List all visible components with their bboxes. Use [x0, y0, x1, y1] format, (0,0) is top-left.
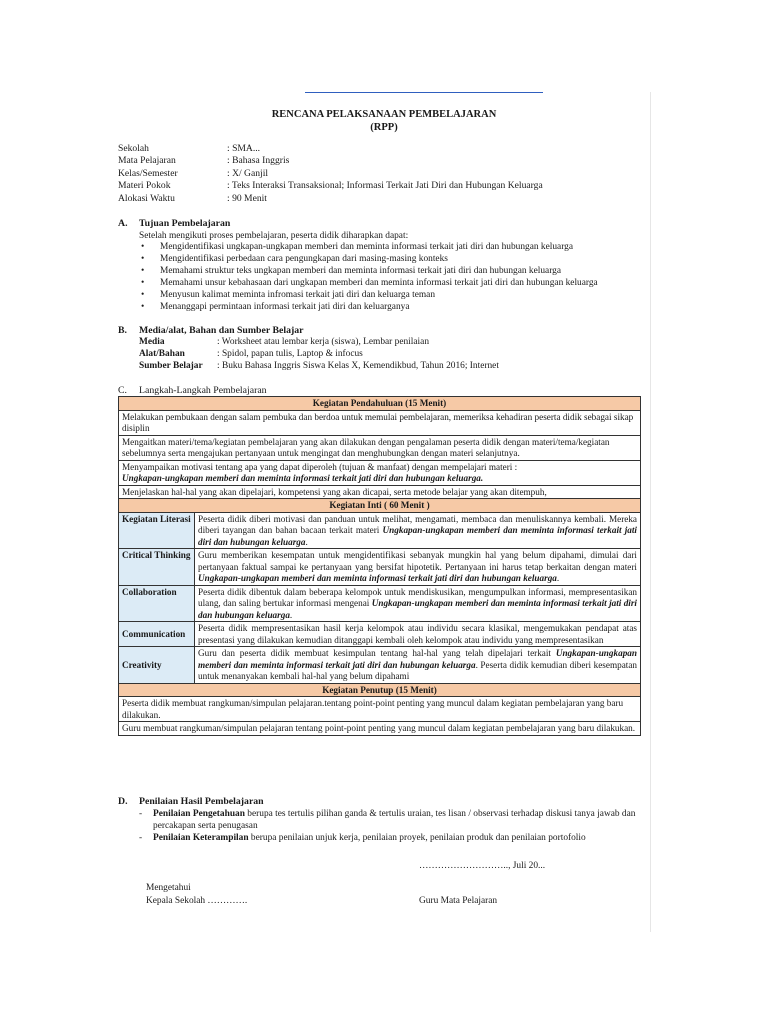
identity-row: Materi Pokok : Teks Interaksi Transaksional; Informasi Terkait Jati Diri dan Hubungan Keluarga [118, 180, 543, 192]
identity-row: Alokasi Waktu : 90 Menit [118, 192, 267, 204]
list-item: • Mengidentifikasi ungkapan-ungkapan memberi dan meminta informasi terkait jati diri dan hubungan keluarga [139, 241, 598, 253]
media-list [139, 336, 499, 372]
table-row [119, 549, 641, 586]
signature-guru: Guru Mata Pelajaran [419, 896, 498, 906]
pendahuluan-header: Kegiatan Pendahuluan (15 Menit) [119, 397, 641, 411]
list-item: - Penilaian Keterampilan berupa penilaian unjuk kerja, penilaian proyek, penilaian produk dan penilaian portofolio [139, 832, 639, 844]
activity-text: Peserta didik mempresentasikan hasil kerja kelompok atau individu secara klasikal, mengemukakan pendapat atas presentasi yang dilakukan kemudian ditanggapi kembali oleh kelompok atau individu yang mempresentasikan [195, 622, 641, 647]
table-row: Mengaitkan materi/tema/kegiatan pembelajaran yang akan dilakukan dengan pengalaman peserta didik dengan materi/tema/kegiatan sebelumnya serta mengajukan pertanyaan untuk mengingat dan menghubungkan dengan materi selanjutnya. [119, 435, 641, 460]
table-row [119, 647, 641, 684]
activity-label: Kegiatan Literasi [119, 512, 195, 549]
signature-date: ……………………….., Juli 20... [419, 861, 546, 871]
activity-text: Peserta didik diberi motivasi dan panduan untuk melihat, mengamati, membaca dan menuliskannya kembali. Mereka diberi tayangan dan bahan bacaan terkait materi Ungkapan-ungkapan memberi dan meminta informasi terkait jati diri dan hubungan keluarga. [195, 512, 641, 549]
section-a-intro: Setelah mengikuti proses pembelajaran, peserta didik diharapkan dapat: [139, 231, 409, 241]
identity-row: Sekolah : SMA... [118, 143, 261, 154]
activity-text: Peserta didik dibentuk dalam beberapa kelompok untuk mendiskusikan, mengumpulkan informasi, mempresentasikan ulang, dan saling bertukar informasi mengenai Ungkapan-ungkapan memberi dan meminta informasi terkait jati diri dan hubungan keluarga. [195, 585, 641, 622]
table-row [119, 512, 641, 549]
activity-text: Guru dan peserta didik membuat kesimpulan tentang hal-hal yang telah dipelajari terkait Ungkapan-ungkapan memberi dan meminta informasi terkait jati diri dan hubungan keluarga. Peserta didik kemudian diberi kesempatan untuk menanyakan kembali hal-hal yang belum dipahami [195, 647, 641, 684]
activity-text: Guru memberikan kesempatan untuk mengidentifikasi sebanyak mungkin hal yang belum dipahami, dimulai dari pertanyaan faktual sampai ke pertanyaan yang bersifat hipotetik. Pertanyaan ini harus tetap berkaitan dengan materi Ungkapan-ungkapan memberi dan meminta informasi terkait jati diri dan hubungan keluarga. [195, 549, 641, 586]
inti-header: Kegiatan Inti ( 60 Menit ) [119, 499, 641, 513]
activity-label: Creativity [119, 647, 195, 684]
penutup-header: Kegiatan Penutup (15 Menit) [119, 683, 641, 697]
learning-steps-table [118, 396, 641, 736]
list-item: • Menanggapi permintaan informasi terkait jati diri dan keluarganya [139, 301, 598, 313]
table-row: Melakukan pembukaan dengan salam pembuka dan berdoa untuk memulai pembelajaran, memeriksa kehadiran peserta didik sebagai sikap disiplin [119, 410, 641, 435]
list-item: • Memahami struktur teks ungkapan memberi dan meminta informasi terkait jati diri dan hubungan keluarga [139, 265, 598, 277]
page-edge [650, 92, 651, 932]
section-b-heading: B. Media/alat, Bahan dan Sumber Belajar [118, 325, 304, 336]
activity-label: Communication [119, 622, 195, 647]
objectives-list [139, 241, 598, 313]
top-rule [305, 92, 543, 93]
table-row [119, 585, 641, 622]
section-a-heading: A. Tujuan Pembelajaran [118, 218, 231, 229]
list-item: • Mengidentifikasi perbedaan cara pengungkapan dari masing-masing konteks [139, 253, 598, 265]
media-row: Sumber Belajar : Buku Bahasa Inggris Siswa Kelas X, Kemendikbud, Tahun 2016; Internet [139, 361, 499, 371]
media-row: Alat/Bahan : Spidol, papan tulis, Laptop & infocus [139, 349, 363, 359]
list-item: • Menyusun kalimat meminta infromasi terkait jati diri dan keluarga teman [139, 289, 598, 301]
activity-label: Collaboration [119, 585, 195, 622]
list-item: • Memahami unsur kebahasaan dari ungkapan memberi dan meminta informasi terkait jati diri dan hubungan keluarga [139, 277, 598, 289]
media-row: Media : Worksheet atau lembar kerja (siswa), Lembar penilaian [139, 337, 430, 347]
table-row: Peserta didik membuat rangkuman/simpulan pelajaran.tentang point-point penting yang muncul dalam kegiatan pembelajaran yang baru dilakukan. [119, 697, 641, 722]
identity-row: Mata Pelajaran : Bahasa Inggris [118, 155, 290, 167]
table-row: Menjelaskan hal-hal yang akan dipelajari, kompetensi yang akan dicapai, serta metode belajar yang akan ditempuh, [119, 485, 641, 499]
section-d-heading: D. Penilaian Hasil Pembelajaran [118, 796, 264, 807]
table-row [119, 622, 641, 647]
signature-mengetahui: Mengetahui [146, 883, 191, 893]
identity-row: Kelas/Semester : X/ Ganjil [118, 167, 269, 179]
table-row: Guru membuat rangkuman/simpulan pelajaran tentang point-point penting yang muncul dalam kegiatan pembelajaran yang baru dilakukan. [119, 722, 641, 736]
assessment-list [139, 808, 639, 844]
identity-table [118, 143, 543, 205]
activity-label: Critical Thinking [119, 549, 195, 586]
signature-kepala-sekolah: Kepala Sekolah …………. [146, 896, 248, 906]
document-title: RENCANA PELAKSANAAN PEMBELAJARAN [271, 109, 497, 120]
list-item: - Penilaian Pengetahuan berupa tes tertulis pilihan ganda & tertulis uraian, tes lisan / observasi terhadap diskusi tanya jawab dan percakapan serta penugasan [139, 808, 639, 832]
document-subtitle: (RPP) [370, 122, 398, 133]
section-c-heading: C. Langkah-Langkah Pembelajaran [118, 385, 267, 396]
table-row: Menyampaikan motivasi tentang apa yang dapat diperoleh (tujuan & manfaat) dengan mempelajari materi : Ungkapan-ungkapan memberi dan meminta informasi terkait jati diri dan hubungan keluarga. [119, 460, 641, 485]
